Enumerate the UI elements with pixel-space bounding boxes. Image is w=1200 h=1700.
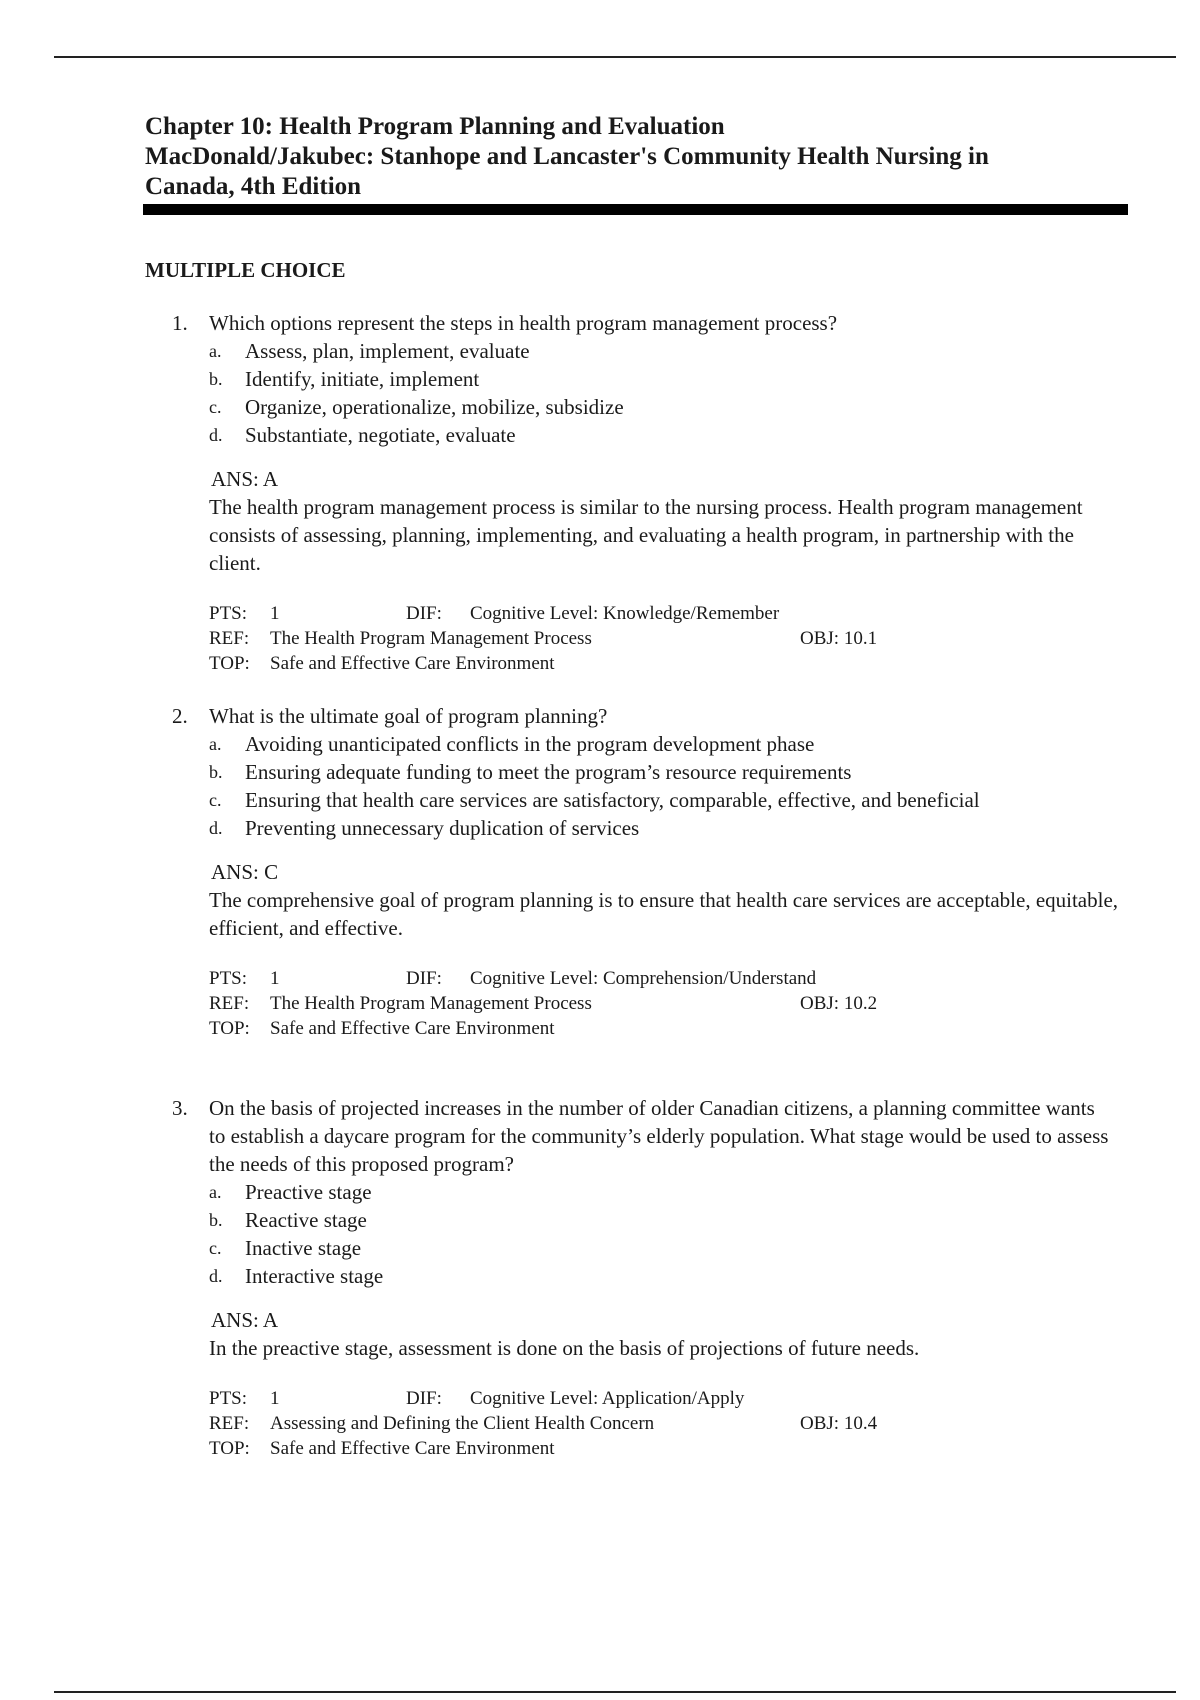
option-a: [0, 337, 1025, 365]
option-b: [0, 758, 1025, 786]
option-text: Substantiate, negotiate, evaluate: [245, 423, 516, 447]
rationale: In the preactive stage, assessment is done on the basis of projections of future needs.: [209, 1336, 920, 1360]
dif-label: DIF:: [406, 1388, 442, 1409]
option-text: Assess, plan, implement, evaluate: [245, 339, 530, 363]
ref-label: REF:: [209, 1413, 250, 1434]
bottom-divider: [54, 1691, 1176, 1693]
question-stem: [0, 309, 1109, 337]
dif-value: Cognitive Level: Application/Apply: [470, 1388, 745, 1409]
option-letter: a.: [209, 341, 222, 361]
option-letter: b.: [209, 1210, 223, 1230]
chapter-title: Chapter 10: Health Program Planning and Evaluation: [145, 113, 725, 140]
option-text: Preactive stage: [245, 1180, 372, 1204]
pts-value: 1: [270, 1388, 280, 1409]
question-number: 2.: [172, 704, 188, 728]
ref-value: The Health Program Management Process: [270, 993, 592, 1014]
obj-value: OBJ: 10.1: [800, 628, 878, 649]
option-d: [0, 1262, 1025, 1290]
top-value: Safe and Effective Care Environment: [270, 1018, 555, 1039]
option-letter: c.: [209, 790, 222, 810]
option-text: Identify, initiate, implement: [245, 367, 480, 391]
option-letter: d.: [209, 425, 223, 445]
option-text: Inactive stage: [245, 1236, 362, 1260]
top-label: TOP:: [209, 1438, 250, 1459]
question-text: On the basis of projected increases in the number of older Canadian citizens, a planning committee wants to establish a daycare program for the community’s elderly population. What stage would be used to assess the needs of this proposed program?: [209, 1096, 1109, 1176]
option-c: [0, 1234, 1025, 1262]
top-label: TOP:: [209, 653, 250, 674]
pts-value: 1: [270, 603, 280, 624]
question-stem: [0, 702, 1109, 730]
ref-label: REF:: [209, 993, 250, 1014]
option-text: Organize, operationalize, mobilize, subsidize: [245, 395, 624, 419]
question-number: 3.: [172, 1096, 188, 1120]
dif-label: DIF:: [406, 968, 442, 989]
rationale: The comprehensive goal of program planning is to ensure that health care services are acceptable, equitable, efficient, and effective.: [209, 888, 1119, 940]
option-b: [0, 365, 1025, 393]
top-value: Safe and Effective Care Environment: [270, 1438, 555, 1459]
question-number: 1.: [172, 311, 188, 335]
section-title: MULTIPLE CHOICE: [145, 258, 346, 282]
question-text: Which options represent the steps in health program management process?: [209, 311, 838, 335]
option-letter: a.: [209, 734, 222, 754]
option-letter: d.: [209, 818, 223, 838]
option-a: [0, 1178, 1025, 1206]
option-letter: a.: [209, 1182, 222, 1202]
top-label: TOP:: [209, 1018, 250, 1039]
header-divider: [143, 204, 1128, 215]
option-d: [0, 814, 1025, 842]
ref-label: REF:: [209, 628, 250, 649]
answer: ANS: C: [211, 860, 279, 884]
option-text: Ensuring adequate funding to meet the program’s resource requirements: [245, 760, 852, 784]
ref-value: The Health Program Management Process: [270, 628, 592, 649]
obj-value: OBJ: 10.4: [800, 1413, 878, 1434]
book-title-line-2: Canada, 4th Edition: [145, 173, 362, 200]
option-c: [0, 393, 1025, 421]
question-metadata: [0, 1386, 1200, 1461]
question-3: [0, 1094, 1200, 1461]
ref-value: Assessing and Defining the Client Health Concern: [270, 1413, 655, 1434]
pts-label: PTS:: [209, 603, 248, 624]
top-divider: [54, 56, 1176, 58]
option-letter: b.: [209, 369, 223, 389]
option-text: Avoiding unanticipated conflicts in the program development phase: [245, 732, 815, 756]
option-text: Ensuring that health care services are satisfactory, comparable, effective, and beneficial: [245, 788, 980, 812]
option-letter: c.: [209, 1238, 222, 1258]
option-list: [0, 730, 1200, 842]
question-stem: [0, 1094, 1109, 1178]
question-text: What is the ultimate goal of program planning?: [209, 704, 608, 728]
option-list: [0, 337, 1200, 449]
pts-label: PTS:: [209, 1388, 248, 1409]
option-text: Preventing unnecessary duplication of services: [245, 816, 640, 840]
option-text: Reactive stage: [245, 1208, 367, 1232]
document-header: [145, 112, 1125, 202]
pts-value: 1: [270, 968, 280, 989]
question-2: [0, 702, 1200, 1041]
option-c: [0, 786, 1025, 814]
option-letter: b.: [209, 762, 223, 782]
question-metadata: [0, 966, 1200, 1041]
option-letter: c.: [209, 397, 222, 417]
dif-label: DIF:: [406, 603, 442, 624]
rationale: The health program management process is similar to the nursing process. Health program management consists of assessing, planning, implementing, and evaluating a health program, in partnership with the client.: [209, 495, 1083, 575]
option-letter: d.: [209, 1266, 223, 1286]
question-1: [0, 309, 1200, 676]
dif-value: Cognitive Level: Comprehension/Understand: [470, 968, 817, 989]
option-d: [0, 421, 1025, 449]
option-list: [0, 1178, 1200, 1290]
option-a: [0, 730, 1025, 758]
answer: ANS: A: [211, 1308, 279, 1332]
answer: ANS: A: [211, 467, 279, 491]
option-text: Interactive stage: [245, 1264, 384, 1288]
dif-value: Cognitive Level: Knowledge/Remember: [470, 603, 780, 624]
option-b: [0, 1206, 1025, 1234]
book-title-line-1: MacDonald/Jakubec: Stanhope and Lancaster's Community Health Nursing in: [145, 143, 989, 170]
question-metadata: [0, 601, 1200, 676]
pts-label: PTS:: [209, 968, 248, 989]
top-value: Safe and Effective Care Environment: [270, 653, 555, 674]
obj-value: OBJ: 10.2: [800, 993, 878, 1014]
